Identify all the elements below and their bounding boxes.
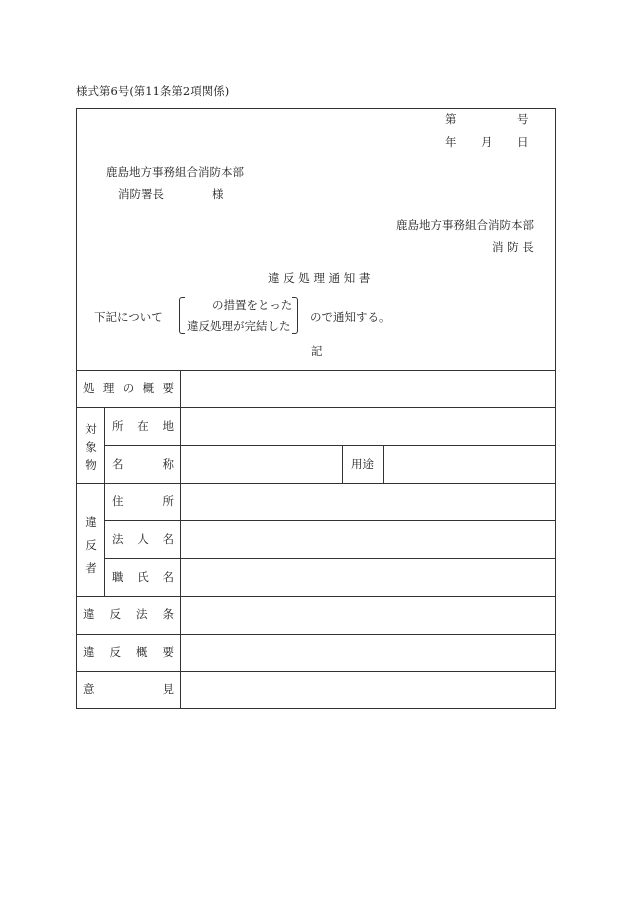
target-group-text: 対象物 [85,422,97,472]
addressee-honorific: 様 [212,187,224,201]
date-month-label: 月 [481,135,493,149]
table-rule [342,445,343,483]
date-day-label: 日 [517,135,529,149]
sender-org: 鹿島地方事務組合消防本部 [396,218,534,232]
table-rule [76,370,556,371]
target-name-label: 名 称 [112,457,174,471]
table-rule [104,558,556,559]
violator-address-label: 住 所 [112,494,174,508]
sender-title: 消 防 長 [492,240,534,254]
right-bracket [292,297,298,334]
document-title: 違 反 処 理 通 知 書 [268,271,371,285]
table-rule [76,483,556,484]
table-rule [104,407,105,483]
doc-number-prefix: 第 [445,112,457,126]
table-rule [383,445,384,483]
target-location-label: 所 在 地 [112,419,174,433]
left-bracket [179,297,185,334]
violation-summary-label: 違 反 概 要 [83,645,174,659]
violator-group-text: 違反者 [85,515,97,575]
ki-label: 記 [311,344,323,358]
table-rule [104,520,556,521]
notice-option-1: の措置をとった [212,298,293,312]
overview-label: 処 理 の 概 要 [83,381,174,395]
violation-law-label: 違 反 法 条 [83,607,174,621]
doc-number-suffix: 号 [517,112,529,126]
notice-lead: 下記について [94,310,163,324]
notice-option-2: 違反処理が完結した [187,319,291,333]
addressee-org: 鹿島地方事務組合消防本部 [106,165,244,179]
table-rule [104,483,105,596]
opinion-label: 意 見 [83,682,174,696]
table-rule [104,445,556,446]
date-year-label: 年 [445,135,457,149]
table-rule [180,370,181,709]
table-rule [76,634,556,635]
table-rule [76,407,556,408]
notice-tail: ので通知する。 [310,310,391,324]
violator-officer-label: 職 氏 名 [112,570,174,584]
table-rule [76,671,556,672]
violator-corp-label: 法 人 名 [112,532,174,546]
usage-label: 用途 [351,457,374,471]
addressee-title: 消防署長 [118,187,164,201]
target-group-label [84,420,98,474]
form-label: 様式第6号(第11条第2項関係) [76,84,230,98]
table-rule [76,596,556,597]
violator-group-label [84,511,98,580]
